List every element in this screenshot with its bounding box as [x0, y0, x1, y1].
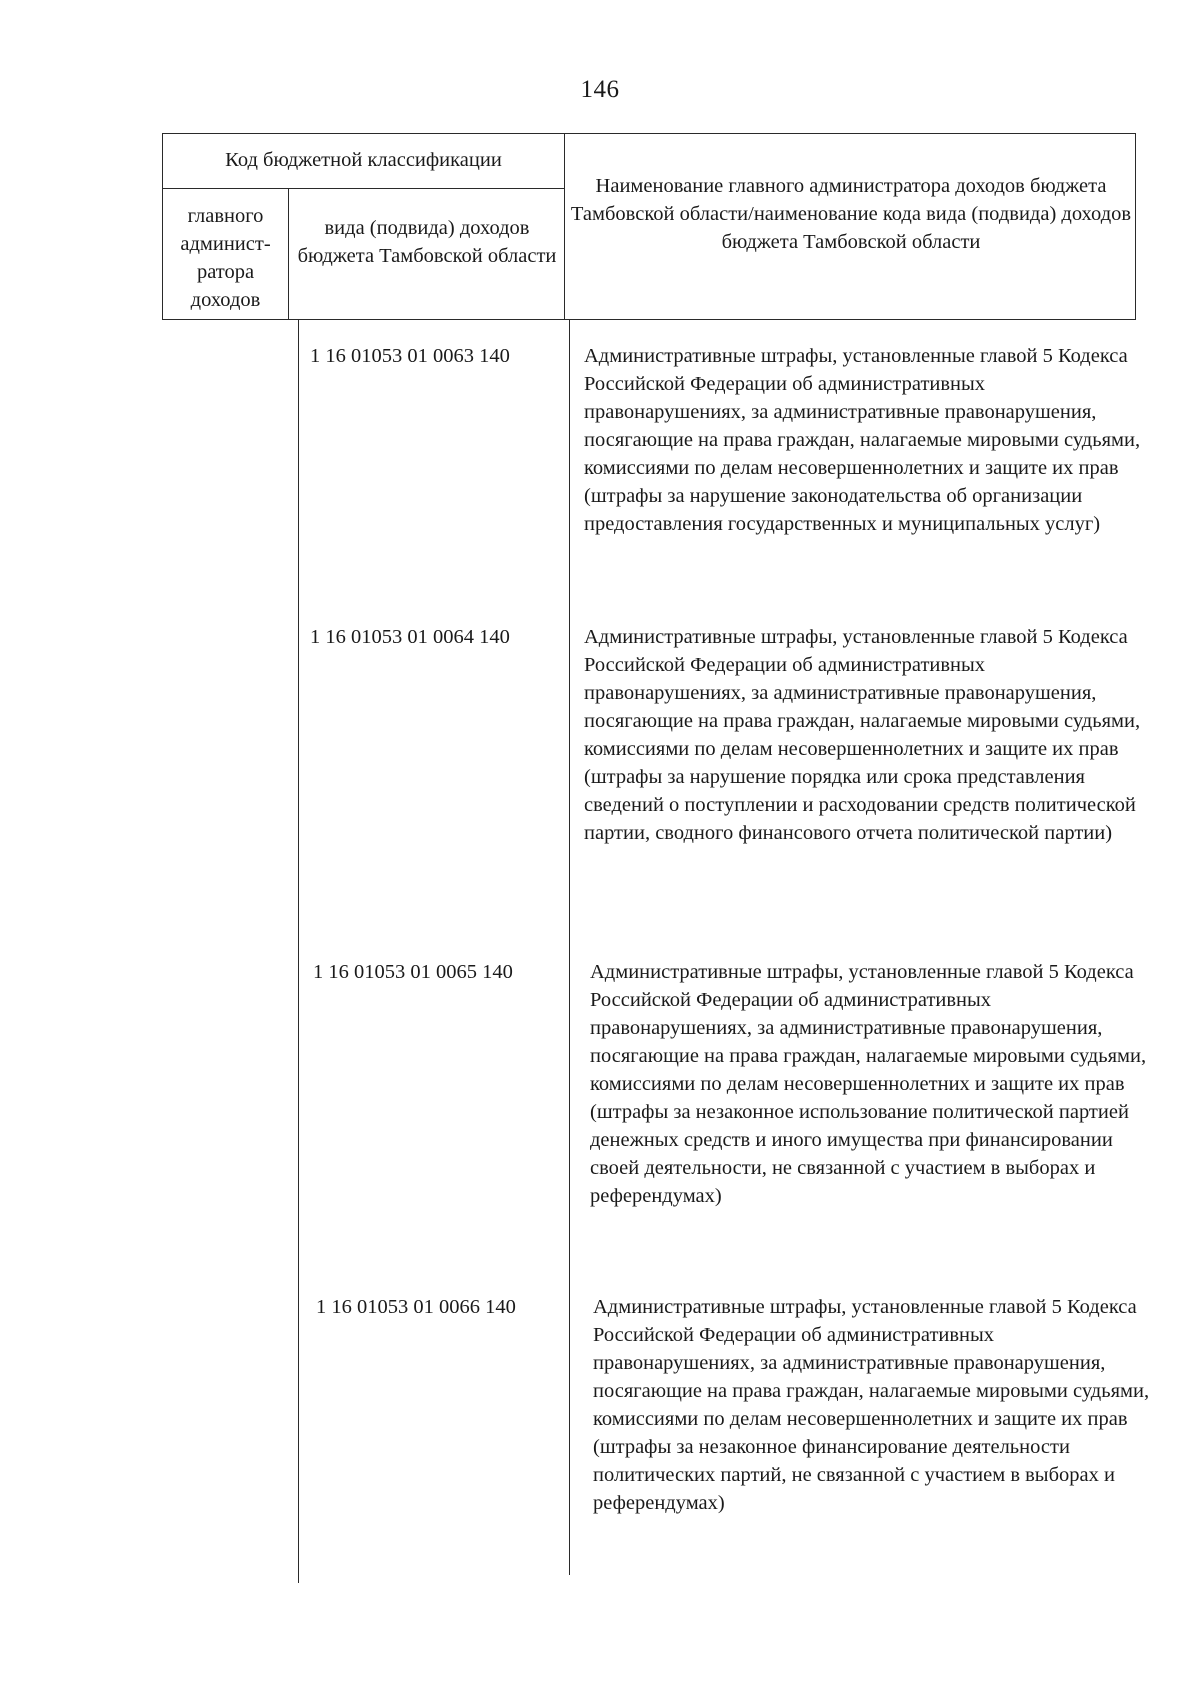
row-code: 1 16 01053 01 0063 140	[310, 345, 510, 367]
row-description: Административные штрафы, установленные главой 5 Кодекса Российской Федерации об административных правонарушениях, за административные правонарушения, посягающие на права граждан, налагаемые мировыми судьями, комиссиями по делам несовершеннолетних и защите их прав (штрафы за незаконное использование политической партией денежных средств и иного имущества при финансировании своей деятельности, не связанной с участием в выборах и референдумах)	[590, 961, 1147, 1207]
row-description: Административные штрафы, установленные главой 5 Кодекса Российской Федерации об административных правонарушениях, за административные правонарушения, посягающие на права граждан, налагаемые мировыми судьями, комиссиями по делам несовершеннолетних и защите их прав (штрафы за нарушение законодательства об организации предоставления государственных и муниципальных услуг)	[584, 345, 1141, 535]
header-name-column: Наименование главного администратора доходов бюджета Тамбовской области/наименование кода вида (подвида) доходов бюджета Тамбовской области	[570, 175, 1132, 253]
header-admin-column: главного админист-ратора доходов	[180, 205, 271, 311]
row-code: 1 16 01053 01 0065 140	[313, 961, 513, 983]
row-code: 1 16 01053 01 0064 140	[310, 626, 510, 648]
header-divider-sub-horizontal	[163, 188, 564, 189]
header-type-column: вида (подвида) доходов бюджета Тамбовской области	[297, 217, 557, 267]
row-code: 1 16 01053 01 0066 140	[316, 1296, 516, 1318]
body-column-divider-left	[298, 320, 299, 1583]
header-divider-sub-vertical	[288, 188, 289, 319]
row-description: Административные штрафы, установленные главой 5 Кодекса Российской Федерации об административных правонарушениях, за административные правонарушения, посягающие на права граждан, налагаемые мировыми судьями, комиссиями по делам несовершеннолетних и защите их прав (штрафы за незаконное финансирование деятельности политических партий, не связанной с участием в выборах и референдумах)	[593, 1296, 1150, 1514]
header-code-group: Код бюджетной классификации	[225, 149, 502, 171]
header-divider-main	[564, 134, 565, 319]
table-header	[162, 133, 1136, 320]
row-description: Административные штрафы, установленные главой 5 Кодекса Российской Федерации об административных правонарушениях, за административные правонарушения, посягающие на права граждан, налагаемые мировыми судьями, комиссиями по делам несовершеннолетних и защите их прав (штрафы за нарушение порядка или срока представления сведений о поступлении и расходовании средств политической партии, сводного финансового отчета политической партии)	[584, 626, 1141, 844]
page-number: 146	[580, 76, 620, 103]
body-column-divider-right	[569, 320, 570, 1575]
